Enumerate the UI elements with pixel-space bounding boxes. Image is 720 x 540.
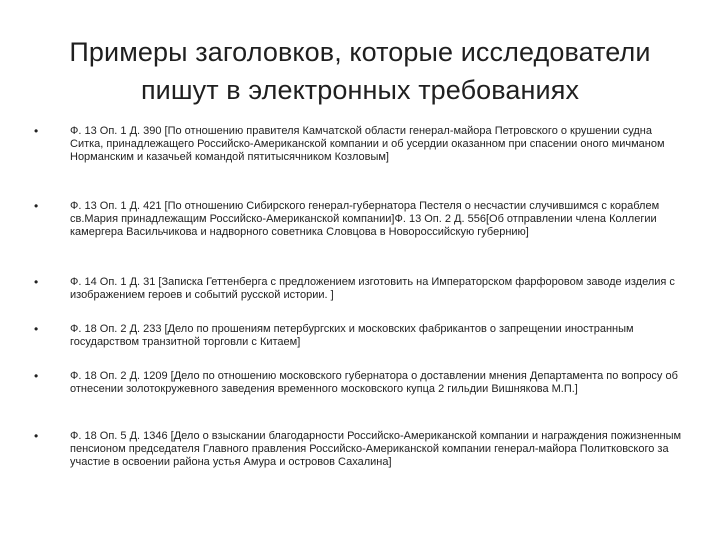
slide-title-line-2: пишут в электронных требованиях — [140, 75, 580, 105]
list-item — [34, 200, 684, 240]
list-item-text: Ф. 18 Оп. 2 Д. 1209 [Дело по отношению московского губернатора о доставлении мнения Департамента по вопросу об отнесении золотокружевного заведения временного московского купца 2 гильдии Вишнякова М.П.] — [70, 370, 678, 396]
bullet-marker: • — [34, 275, 39, 289]
bullet-marker: • — [34, 124, 39, 138]
list-item-text: Ф. 18 Оп. 5 Д. 1346 [Дело о взыскании благодарности Российско-Американской компании и награждения пожизненным пенсионом председателя Главного правления Российско-Американской компании генерал-майора Политковского за участие в освоении района устья Амура и островов Сахалина] — [70, 430, 682, 469]
slide-title — [30, 33, 690, 109]
list-item — [34, 370, 684, 396]
bullet-marker: • — [34, 429, 39, 443]
list-item-text: Ф. 13 Оп. 1 Д. 421 [По отношению Сибирского генерал-губернатора Пестеля о несчастии случившимся с кораблем св.Мария принадлежащим Российско-Американской компании]Ф. 13 Оп. 2 Д. 556[Об отправлении члена Коллегии камергера Васильчикова и надворного советника Словцова в Новороссийскую губернию] — [70, 200, 660, 239]
slide-title-line-1: Примеры заголовков, которые исследователи — [69, 37, 651, 67]
list-item-text: Ф. 18 Оп. 2 Д. 233 [Дело по прошениям петербургских и московских фабрикантов о запрещении иностранным государством транзитной торговли с Китаем] — [70, 323, 634, 349]
list-item-text: Ф. 14 Оп. 1 Д. 31 [Записка Геттенберга с предложением изготовить на Императорском фарфоровом заводе изделия с изображением героев и событий русской истории. ] — [70, 276, 675, 302]
bullet-marker: • — [34, 199, 39, 213]
list-item — [34, 323, 684, 349]
list-item — [34, 430, 684, 470]
list-item-text: Ф. 13 Оп. 1 Д. 390 [По отношению правителя Камчатской области генерал-майора Петровского о крушении судна Ситка, принадлежащего Российско-Американской компании и об усердии оказанном при спасении оного мичманом Норманским и казачьей командой пятитысячником Козловым] — [70, 125, 665, 164]
bullet-marker: • — [34, 369, 39, 383]
list-item — [34, 276, 684, 302]
list-item — [34, 125, 684, 165]
bullet-marker: • — [34, 322, 39, 336]
